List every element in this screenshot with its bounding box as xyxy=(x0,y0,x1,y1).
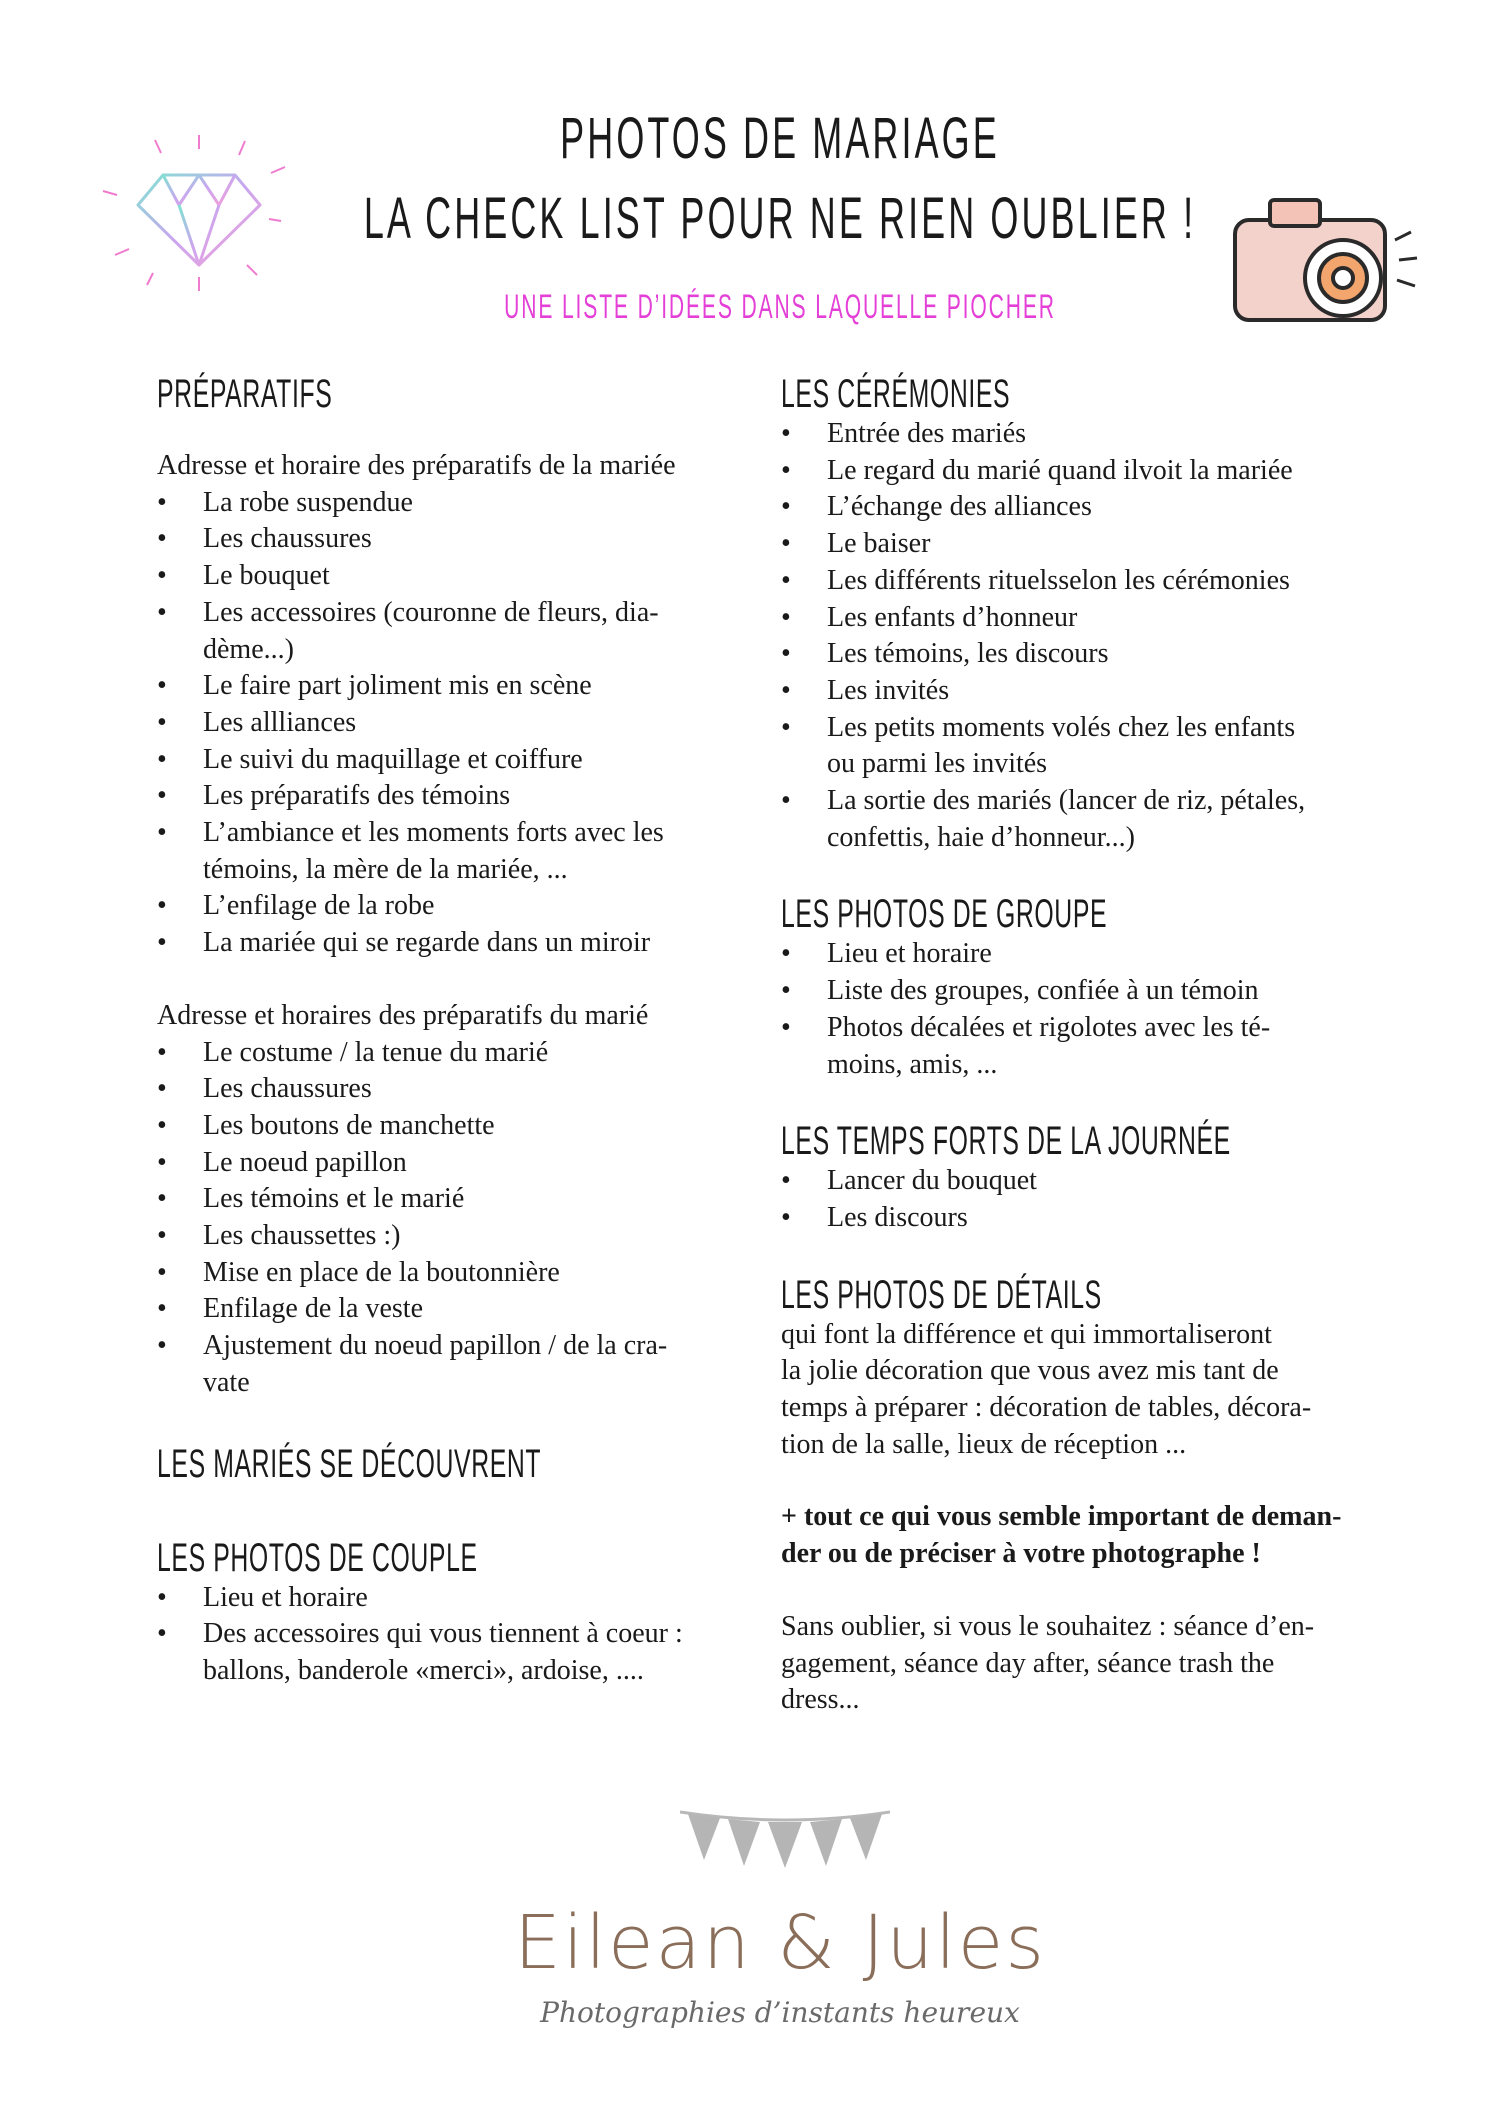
section-heading-groupe: LES PHOTOS DE GROUPE xyxy=(781,892,1108,937)
important-note xyxy=(781,1499,1371,1572)
bride-intro: Adresse et horaire des préparatifs de la mariée xyxy=(157,450,676,481)
list-item-line: dème...) xyxy=(203,633,294,665)
text-line: temps à préparer : décoration de tables, décora- xyxy=(781,1392,1312,1424)
list-item-line: ou parmi les invités xyxy=(827,748,1048,780)
list-item-line: témoins, la mère de la mariée, ... xyxy=(203,853,568,885)
list-item-line: L’ambiance et les moments forts avec les xyxy=(203,817,664,849)
bride-checklist xyxy=(157,485,757,962)
brand-tagline: Photographies d’instants heureux xyxy=(540,1996,1020,2029)
list-item: • Les discours xyxy=(781,1200,1371,1237)
text-line: dress... xyxy=(781,1684,860,1716)
list-item: • Les témoins et le marié xyxy=(157,1181,757,1218)
couple-checklist xyxy=(157,1580,757,1690)
list-item: • Les invités xyxy=(781,673,1371,710)
list-item: • Le regard du marié quand ilvoit la mariée xyxy=(781,453,1371,490)
list-item-line: Les accessoires (couronne de fleurs, dia- xyxy=(203,596,659,628)
list-item: • Entrée des mariés xyxy=(781,416,1371,453)
list-item xyxy=(781,1010,1371,1083)
list-item-line: Photos décalées et rigolotes avec les té- xyxy=(827,1011,1271,1043)
list-item-line: Les petits moments volés chez les enfants xyxy=(827,711,1296,743)
list-item xyxy=(157,1616,757,1689)
section-heading-couple: LES PHOTOS DE COUPLE xyxy=(157,1535,478,1580)
temps-forts-checklist xyxy=(781,1163,1371,1236)
list-item: • Les chaussettes :) xyxy=(157,1218,757,1255)
list-item-line: Des accessoires qui vous tiennent à coeur : xyxy=(203,1618,683,1650)
text-line: gagement, séance day after, séance trash the xyxy=(781,1647,1275,1679)
list-item: • Lieu et horaire xyxy=(781,936,1371,973)
left-column xyxy=(157,372,757,1690)
list-item: • Mise en place de la boutonnière xyxy=(157,1255,757,1292)
list-item: • L’enfilage de la robe xyxy=(157,888,757,925)
list-item: • Les allliances xyxy=(157,705,757,742)
list-item: • Les enfants d’honneur xyxy=(781,600,1371,637)
list-item: • Les préparatifs des témoins xyxy=(157,778,757,815)
text-line: la jolie décoration que vous avez mis tant de xyxy=(781,1355,1279,1387)
list-item: • Les boutons de manchette xyxy=(157,1108,757,1145)
list-item-line: confettis, haie d’honneur...) xyxy=(827,821,1135,853)
list-item: • La robe suspendue xyxy=(157,485,757,522)
ceremonies-checklist xyxy=(781,416,1371,856)
diamond-icon xyxy=(95,125,305,305)
list-item: • Les chaussures xyxy=(157,521,757,558)
title-line-2: LA CHECK LIST POUR NE RIEN OUBLIER ! xyxy=(363,186,1197,251)
list-item: • L’échange des alliances xyxy=(781,489,1371,526)
section-heading-details: LES PHOTOS DE DÉTAILS xyxy=(781,1272,1102,1317)
groom-checklist xyxy=(157,1035,757,1402)
groupe-checklist xyxy=(781,936,1371,1083)
subtitle: UNE LISTE D’IDÉES DANS LAQUELLE PIOCHER xyxy=(504,288,1056,326)
right-column xyxy=(781,372,1371,1719)
text-line: tion de la salle, lieux de réception ... xyxy=(781,1428,1187,1460)
groom-intro: Adresse et horaires des préparatifs du marié xyxy=(157,999,649,1031)
text-line: + tout ce qui vous semble important de deman- xyxy=(781,1501,1342,1533)
list-item: • Lancer du bouquet xyxy=(781,1163,1371,1200)
list-item xyxy=(781,783,1371,856)
list-item-line: moins, amis, ... xyxy=(827,1048,998,1080)
bunting-icon xyxy=(680,1800,890,1890)
list-item: • Les chaussures xyxy=(157,1071,757,1108)
list-item: • Les différents rituelsselon les cérémonies xyxy=(781,563,1371,600)
list-item xyxy=(157,595,757,668)
list-item-line: vate xyxy=(203,1366,250,1398)
list-item: • Lieu et horaire xyxy=(157,1580,757,1617)
text-line: Sans oublier, si vous le souhaitez : séance d’en- xyxy=(781,1610,1315,1642)
section-heading-temps-forts: LES TEMPS FORTS DE LA JOURNÉE xyxy=(781,1119,1231,1164)
text-line: der ou de préciser à votre photographe ! xyxy=(781,1538,1261,1570)
list-item: • Le costume / la tenue du marié xyxy=(157,1035,757,1072)
list-item: • Les témoins, les discours xyxy=(781,636,1371,673)
list-item: • Le noeud papillon xyxy=(157,1145,757,1182)
list-item xyxy=(157,815,757,888)
section-heading-preparatifs: PRÉPARATIFS xyxy=(157,372,333,416)
text-line: qui font la différence et qui immortaliseront xyxy=(781,1318,1272,1350)
details-text xyxy=(781,1317,1371,1464)
list-item: • La mariée qui se regarde dans un miroir xyxy=(157,925,757,962)
list-item xyxy=(157,1328,757,1401)
list-item: • Le baiser xyxy=(781,526,1371,563)
list-item-line: ballons, banderole «merci», ardoise, .... xyxy=(203,1654,644,1686)
brand-name: Eilean & Jules xyxy=(514,1900,1046,1986)
section-heading-decouvrent: LES MARIÉS SE DÉCOUVRENT xyxy=(157,1441,542,1486)
title-line-1: PHOTOS DE MARIAGE xyxy=(560,106,1000,171)
section-heading-ceremonies: LES CÉRÉMONIES xyxy=(781,372,1011,416)
extra-note xyxy=(781,1609,1371,1719)
list-item: • Le faire part joliment mis en scène xyxy=(157,668,757,705)
list-item xyxy=(781,710,1371,783)
list-item: • Liste des groupes, confiée à un témoin xyxy=(781,973,1371,1010)
list-item-line: Ajustement du noeud papillon / de la cra- xyxy=(203,1330,668,1362)
list-item: • Le bouquet xyxy=(157,558,757,595)
brand-logo xyxy=(500,1790,1060,2070)
list-item-line: La sortie des mariés (lancer de riz, pétales, xyxy=(827,785,1306,817)
camera-icon xyxy=(1225,180,1435,340)
list-item: • Le suivi du maquillage et coiffure xyxy=(157,742,757,779)
list-item: • Enfilage de la veste xyxy=(157,1291,757,1328)
